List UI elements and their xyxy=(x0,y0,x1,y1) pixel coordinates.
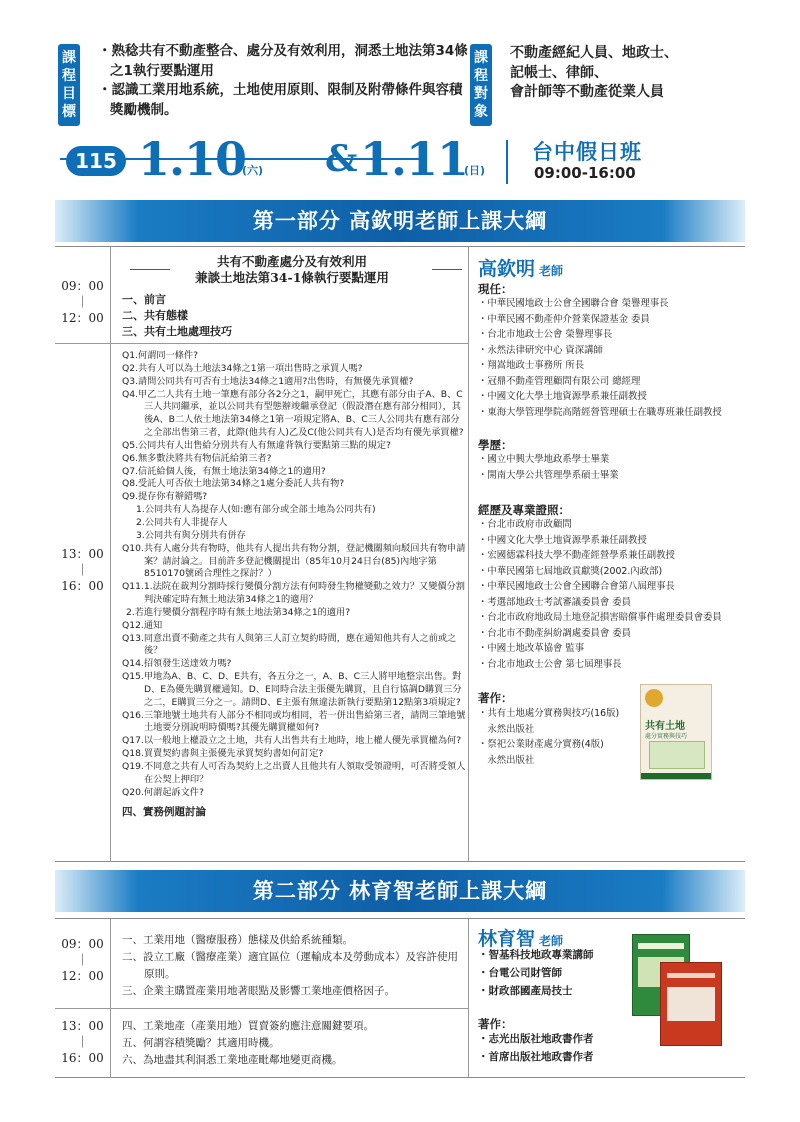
time-sep: ｜ xyxy=(76,1035,89,1049)
current-position-item: ・中國文化大學土地資源學系兼任副教授 xyxy=(478,391,647,402)
badge-char: 標 xyxy=(62,104,76,120)
qa-item: Q16.三筆地號土地共有人部分不相同或均相同，若一併出售給第三者，請問三筆地號土地要分別說明時價嗎?其優先購買權如何? xyxy=(122,709,466,734)
time-end: 12：00 xyxy=(61,969,104,983)
outline-item: 一、工業用地（醫療服務）態樣及供給系統種類。 xyxy=(122,934,353,946)
teacher1-edu-label: 學歷： xyxy=(478,438,513,452)
part2-pm-list xyxy=(122,1018,462,1069)
current-position-item: ・中華民國地政士公會全國聯合會 榮譽理事長 xyxy=(478,298,669,309)
qa-item: Q15.甲地為A、B、C、D、E共有，各五分之一，A、B、C三人將甲地整宗出售。對D、E為優先購買權通知。D、E同時合法主張優先購買，且自行協調D購買三分之二，E購買三分之一。請問D、E主張有無違法新執行要點第12點第3項規定? xyxy=(122,671,462,708)
experience-item: ・台北市政府地政局土地登記損害賠償事件處理委員會委員 xyxy=(478,612,722,623)
time-start: 13：00 xyxy=(61,1019,104,1033)
badge-char: 對 xyxy=(474,86,488,102)
qa-item: Q18.買賣契約書與主張優先承買契約書如何訂定? xyxy=(122,748,324,760)
qa-item: Q1.何謂同一條件? xyxy=(122,350,198,361)
teacher-name-text: 高欽明 xyxy=(478,258,536,280)
year-pill: 115 xyxy=(66,146,126,176)
qa-item: 1.公同共有人為提存人(如:應有部分或全部土地為公同共有) xyxy=(136,504,376,516)
current-position-item: ・東海大學管理學院高階經營管理碩士在職專班兼任副教授 xyxy=(478,406,722,418)
current-position-item: ・台北市地政士公會 榮譽理事長 xyxy=(478,329,613,340)
teacher2-works-label: 著作： xyxy=(478,1017,513,1031)
class-time: 09:00-16:00 xyxy=(534,164,636,182)
qa-item: Q9.提存你有辦錯嗎? xyxy=(122,491,208,503)
teacher2-works xyxy=(478,1030,628,1066)
qa-item: 2.公同共有人非提存人 xyxy=(136,516,228,528)
current-position-item: ・永然法律研究中心 資深講師 xyxy=(478,344,603,356)
time-end: 16：00 xyxy=(61,579,104,593)
goal-item: ・認識工業用地系統，土地使用原則、限制及附帶條件與容積獎勵機制。 xyxy=(98,82,463,118)
book-subtitle: 處分實務與技巧 xyxy=(645,733,688,740)
work-item: ・志光出版社地政書作者 xyxy=(478,1033,594,1045)
qa-item: 2.若進行變價分割程序時有無土地法第34條之1的適用? xyxy=(126,606,351,618)
badge-char: 課 xyxy=(474,50,488,66)
work-item: 永然出版社 xyxy=(478,754,535,766)
work-item: ・共有土地處分實務與技巧(16版) xyxy=(478,708,620,719)
course-goals xyxy=(94,42,474,120)
teacher-title: 老師 xyxy=(539,264,564,278)
time-am xyxy=(55,936,110,984)
education-item: ・開南大學公共管理學系碩士畢業 xyxy=(478,469,619,481)
course-info xyxy=(58,40,748,122)
qa-item: Q7.信託給個人後，有無土地法第34條之1的適用? xyxy=(122,465,326,477)
qa-item: Q10.共有人處分共有物時，他共有人提出共有物分割，登記機關頻向駁回共有物申請案？請討論之。目前許多登記機關提出（85年10月24日台(85)內地字第8510170號函合理性之探討？） xyxy=(122,542,466,580)
qa-list xyxy=(122,350,466,818)
outline-item: 三、企業主購置產業用地著眼點及影響工業地產價格因子。 xyxy=(122,985,395,997)
current-position-item: ・冠鼎不動產管理顧問有限公司 總經理 xyxy=(478,375,641,387)
qa-item: Q14.招領發生送達效力嗎? xyxy=(122,658,232,670)
session-divider xyxy=(55,343,468,344)
experience-item: ・考選部地政士考試審議委員會 委員 xyxy=(478,596,631,608)
teacher1-current-list xyxy=(478,296,750,420)
experience-item: ・台北市地政士公會 第七屆理事長 xyxy=(478,658,622,670)
title-dash-left xyxy=(130,269,170,270)
time-end: 16：00 xyxy=(61,1051,104,1065)
current-position-item: ・中華民國不動產仲介營業保證基金 委員 xyxy=(478,313,650,325)
date-divider xyxy=(506,140,508,184)
qa-item: Q3.請問公同共有可否有土地法34條之1適用?出售時，有無優先承買權? xyxy=(122,375,414,387)
qa-item: Q19.不同意之共有人可否為契約上之出賣人且他共有人領取受領證明，可否將受領人在公契上押印？ xyxy=(122,761,466,785)
date-bar xyxy=(60,132,746,192)
book-cover-image xyxy=(660,962,722,1046)
time-start: 13：00 xyxy=(61,547,104,561)
experience-item: ・中國土地改革協會 監事 xyxy=(478,643,585,654)
part2-header: 第二部分 林育智老師上課大綱 xyxy=(55,870,745,912)
qa-item: 3.公同共有與分別共有併存 xyxy=(136,529,246,541)
experience-item: ・中國文化大學土地資源學系兼任副教授 xyxy=(478,534,647,546)
first-date: 1.10 xyxy=(138,132,247,186)
teacher2-roles xyxy=(478,946,628,1000)
time-pm xyxy=(55,1018,110,1066)
qa-item: Q4.甲乙二人共有土地一筆應有部分各2分之1，嗣甲死亡，其應有部分由子A、B、C三人共同繼承，並以公同共有型態辦竣繼承登記（假設潛在應有部分相同），其後A、B二人依土地法第34條之1第一項規定將A、B、C三人公同共有應有部分之全部出售第三者，此際(他共有人)乙及C(他公同共有人)是否均有優先承買權? xyxy=(122,388,464,439)
qa-item: Q8.受託人可否依土地法第34條之1處分委託人共有物? xyxy=(122,478,345,490)
time-start: 09：00 xyxy=(61,279,104,293)
award-seal-icon xyxy=(645,689,663,707)
target-line: 會計師等不動產從業人員 xyxy=(510,84,664,100)
book-band xyxy=(641,773,711,779)
teacher-title: 老師 xyxy=(539,934,564,948)
title-dash-right xyxy=(432,269,462,270)
teacher1-exp-list xyxy=(478,517,750,672)
part2-am-list xyxy=(122,932,462,1000)
qa-item: Q20.何謂起訴文件? xyxy=(122,786,204,798)
qa-item: Q2.共有人可以為土地法34條之1第一項出售時之承買人嗎? xyxy=(122,362,363,374)
target-line: 記帳士、律師、 xyxy=(510,64,608,81)
ampersand: & xyxy=(325,138,358,180)
experience-item: ・宏國德霖科技大學不動產經營學系兼任副教授 xyxy=(478,550,675,561)
outline-item: 一、前言 xyxy=(122,293,166,306)
topic-line: 兼談土地法第34-1條執行要點運用 xyxy=(195,270,389,285)
time-sep: ｜ xyxy=(76,953,89,967)
qa-item: Q12.通知 xyxy=(122,619,163,631)
work-item: ・首席出版社地政書作者 xyxy=(478,1051,594,1063)
qa-item: 四、實務例題討論 xyxy=(122,805,206,818)
work-item: 永然出版社 xyxy=(478,723,535,735)
first-day: (六) xyxy=(242,164,264,177)
outline-item: 六、為地盡其利洞悉工業地產毗鄰地變更商機。 xyxy=(122,1054,343,1066)
session-divider xyxy=(55,1008,468,1009)
teacher-name-text: 林育智 xyxy=(478,928,536,950)
badge-char: 象 xyxy=(474,104,488,120)
teacher-column-divider xyxy=(468,246,469,862)
current-position-item: ・翔嵩地政士事務所 所長 xyxy=(478,360,585,371)
outline-item: 三、共有土地處理技巧 xyxy=(122,325,232,338)
second-day: (日) xyxy=(464,164,486,177)
book-title: 共有土地 xyxy=(645,721,685,732)
goal-badge xyxy=(58,44,80,126)
teacher1-name xyxy=(478,254,563,281)
experience-item: ・台北市不動產糾紛調處委員會 委員 xyxy=(478,627,631,639)
book-cover-illustration xyxy=(667,987,715,1021)
book-cover-stripe xyxy=(638,943,684,949)
time-end: 12：00 xyxy=(61,311,104,325)
time-pm xyxy=(55,546,110,594)
qa-item: Q11.1.法院在裁判分割時採行變價分割方法有何時發生物權變動之效力？又變價分割判決確定時有無土地法第34條之1的適用？ xyxy=(122,581,465,606)
qa-item: Q17.以一般地上權設立之土地，共有人出售共有土地時，地上權人優先承買權為何? xyxy=(122,735,462,747)
book-cover-image xyxy=(640,684,712,780)
outline-item: 二、共有態樣 xyxy=(122,309,188,322)
time-column-divider xyxy=(110,918,111,1078)
time-start: 09：00 xyxy=(61,937,104,951)
badge-char: 程 xyxy=(474,68,488,84)
goal-item: ・熟稔共有不動產整合、處分及有效利用，洞悉土地法第34條之1執行要點運用 xyxy=(98,43,468,79)
teacher1-works-label: 著作： xyxy=(478,691,513,705)
target-badge xyxy=(470,44,492,126)
outline-item: 四、工業地產（產業用地）買賣簽約應注意關鍵要項。 xyxy=(122,1020,374,1032)
outline-item: 二、設立工廠（醫療產業）適宜區位（運輸成本及勞動成本）及容許使用原則。 xyxy=(122,951,458,980)
qa-item: Q13.同意出賣不動產之共有人與第三人訂立契約時間，應在通知他共有人之前或之後？ xyxy=(122,632,457,657)
teacher1-exp-label: 經歷及專業證照： xyxy=(478,503,570,517)
target-line: 不動產經紀人員、地政士、 xyxy=(510,45,678,61)
time-column-divider xyxy=(110,246,111,862)
time-sep: ｜ xyxy=(76,563,89,577)
experience-item: ・中華民國地政士公會全國聯合會第八屆理事長 xyxy=(478,581,675,592)
outline-item: 五、何謂容積獎勵？其適用時機。 xyxy=(122,1037,280,1049)
badge-char: 課 xyxy=(62,50,76,66)
role-item: ・台電公司財管師 xyxy=(478,967,562,979)
class-name: 台中假日班 xyxy=(532,140,642,164)
work-item: ・祭祀公業財產處分實務(4版) xyxy=(478,739,604,750)
topic-line: 共有不動產處分及有效利用 xyxy=(216,254,367,269)
course-targets xyxy=(510,44,750,103)
role-item: ・財政部國產局技士 xyxy=(478,985,573,997)
qa-item: Q6.無多數決將共有物信託給第三者? xyxy=(122,452,272,464)
part1-topic-title xyxy=(122,254,462,286)
experience-item: ・台北市政府市政顧問 xyxy=(478,519,572,530)
teacher1-edu-list xyxy=(478,452,750,483)
book-cover-stripe xyxy=(667,973,715,978)
teacher-column-divider xyxy=(468,918,469,1078)
time-sep: ｜ xyxy=(76,295,89,309)
teacher1-current-label: 現任： xyxy=(478,282,513,296)
role-item: ・智基科技地政專業講師 xyxy=(478,949,594,961)
qa-item: Q5.公同共有人出售給分別共有人有無違背執行要點第三點的規定? xyxy=(122,439,391,451)
experience-item: ・中華民國第七屆地政貢獻獎(2002.內政部) xyxy=(478,565,663,577)
teacher1-works-list xyxy=(478,706,638,768)
education-item: ・國立中興大學地政系學士畢業 xyxy=(478,454,610,465)
badge-char: 目 xyxy=(62,86,76,102)
part1-header: 第一部分 高欽明老師上課大綱 xyxy=(55,200,745,242)
book-cover-illustration xyxy=(649,741,705,769)
second-date: 1.11 xyxy=(360,132,469,186)
badge-char: 程 xyxy=(62,68,76,84)
time-am xyxy=(55,278,110,326)
